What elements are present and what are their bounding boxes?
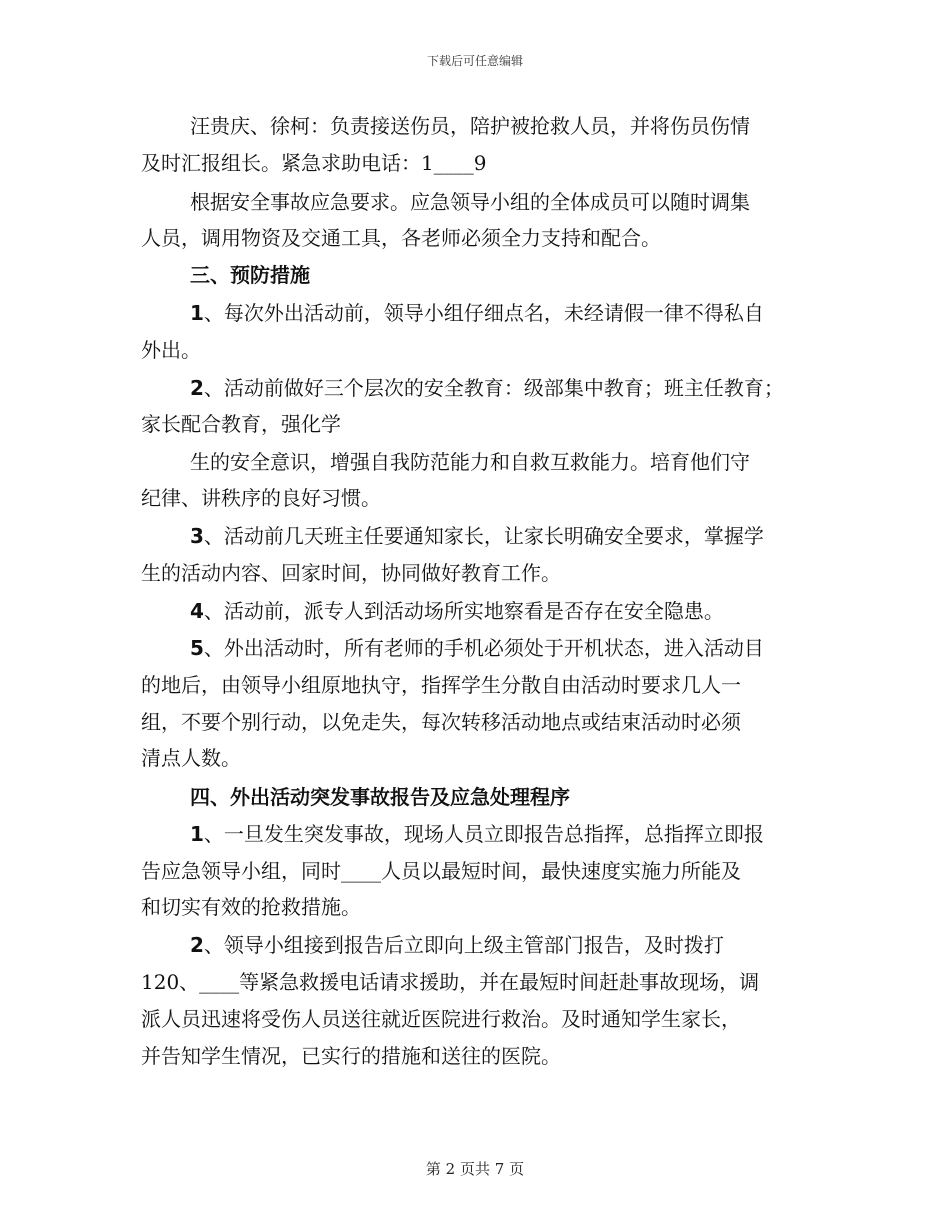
item-number: 5 (190, 636, 204, 660)
text-line: 派人员迅速将受伤人员送往就近医院进行救治。及时通知学生家长， (141, 1007, 741, 1031)
page-footer: 第 2 页共 7 页 (425, 1160, 525, 1178)
text-line: 清点人数。 (141, 746, 241, 770)
page-header: 下载后可任意编辑 (426, 54, 523, 68)
text-line: 家长配合教育，强化学 (141, 412, 341, 436)
text-line: 120、____等紧急救援电话请求援助，并在最短时间赶赴事故现场，调 (141, 970, 760, 994)
text-line: 生的活动内容、回家时间，协同做好教育工作。 (141, 561, 561, 585)
text-line: 汪贵庆、徐柯：负责接送伤员，陪护被抢救人员，并将伤员伤情 (190, 114, 750, 138)
section-heading: 四、外出活动突发事故报告及应急处理程序 (190, 785, 570, 809)
list-item: 4、活动前，派专人到活动场所实地察看是否存在安全隐患。 (190, 599, 724, 623)
text-line: 组，不要个别行动，以免走失，每次转移活动地点或结束活动时必须 (141, 710, 741, 734)
item-number: 1 (190, 822, 204, 846)
item-number: 3 (190, 524, 204, 548)
text-line: 纪律、讲秩序的良好习惯。 (141, 486, 381, 510)
text-line: 根据安全事故应急要求。应急领导小组的全体成员可以随时调集 (190, 190, 750, 214)
section-heading: 三、预防措施 (190, 263, 310, 287)
text-line: 告应急领导小组，同时____人员以最短时间，最快速度实施力所能及 (141, 859, 741, 883)
text-line: 及时汇报组长。紧急求助电话：1____9 (141, 151, 487, 175)
item-number: 2 (190, 933, 204, 957)
text-line: 的地后，由领导小组原地执守，指挥学生分散自由活动时要求几人一 (141, 673, 741, 697)
text-line: 人员，调用物资及交通工具，各老师必须全力支持和配合。 (141, 226, 661, 250)
list-item: 5、外出活动时，所有老师的手机必须处于开机状态，进入活动目 (190, 636, 764, 660)
list-item: 2、活动前做好三个层次的安全教育：级部集中教育；班主任教育； (190, 376, 784, 400)
list-item: 2、领导小组接到报告后立即向上级主管部门报告，及时拨打 (190, 933, 724, 957)
text-line: 并告知学生情况，已实行的措施和送往的医院。 (141, 1044, 561, 1068)
item-number: 1 (190, 301, 204, 325)
text-line: 生的安全意识，增强自我防范能力和自救互救能力。培育他们守 (190, 450, 750, 474)
text-line: 外出。 (141, 338, 201, 362)
text-line: 和切实有效的抢救措施。 (141, 895, 361, 919)
list-item: 1、每次外出活动前，领导小组仔细点名，未经请假一律不得私自 (190, 301, 764, 325)
list-item: 3、活动前几天班主任要通知家长，让家长明确安全要求，掌握学 (190, 524, 764, 548)
item-number: 2 (190, 376, 204, 400)
list-item: 1、一旦发生突发事故，现场人员立即报告总指挥，总指挥立即报 (190, 822, 764, 846)
item-number: 4 (190, 599, 204, 623)
